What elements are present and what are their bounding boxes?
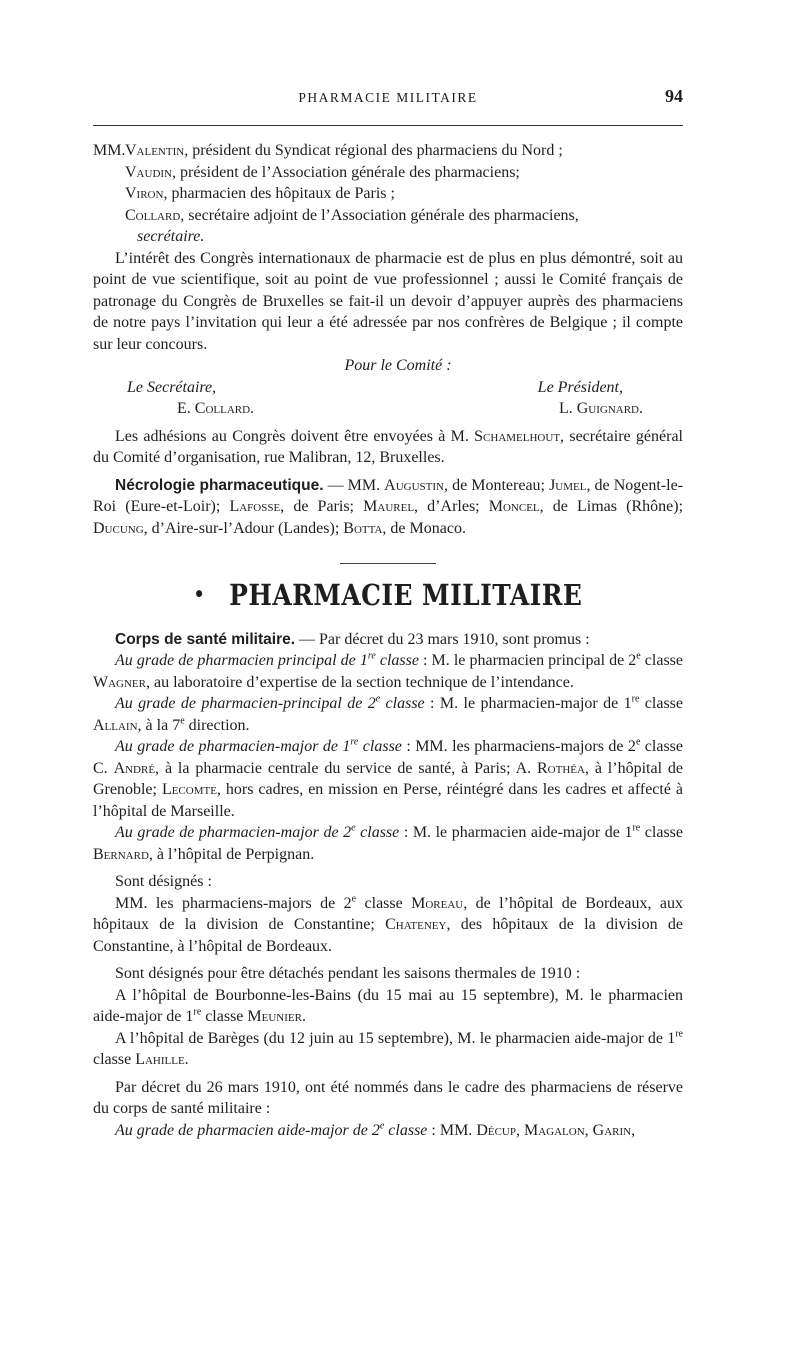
signature-names xyxy=(93,398,683,420)
text: à l’hôpital de Perpignan. xyxy=(152,845,315,863)
designes-paragraph xyxy=(93,893,683,958)
running-title: PHARMACIE MILITAIRE xyxy=(298,90,478,105)
name-valentin: Valentin, xyxy=(125,142,189,159)
committee-member-valentin xyxy=(93,140,683,162)
necrologie-paragraph xyxy=(93,475,683,540)
reserve-grade xyxy=(93,1120,683,1142)
sup: e xyxy=(635,736,641,748)
text: au laboratoire d’expertise de la section technique de l’intendance. xyxy=(150,673,574,691)
sup: re xyxy=(675,1028,683,1040)
pour-le-comite: Pour le Comité : xyxy=(344,357,452,374)
promotion-4 xyxy=(93,822,683,865)
role-collard: secrétaire adjoint de l’Association générale des pharmaciens, xyxy=(184,206,579,224)
grade: Au grade de pharmacien-principal de 2 xyxy=(115,695,376,712)
necro-text: d’Arles; xyxy=(418,498,489,515)
text: : MM. les pharmaciens-majors de 2 xyxy=(401,738,636,755)
sup: re xyxy=(193,1006,202,1018)
name-wagner: Wagner, xyxy=(93,673,150,691)
sup: e xyxy=(636,650,641,662)
text: hors cadres, en mission en Perse, réintégré dans les cadres et affecté à l’hôpital de Marseille. xyxy=(93,781,683,820)
secretary-name: E. Collard. xyxy=(177,400,255,417)
sup: e xyxy=(351,893,357,905)
sup: re xyxy=(631,693,640,705)
sup: re xyxy=(367,650,376,662)
role-valentin: président du Syndicat régional des pharmaciens du Nord ; xyxy=(188,142,563,159)
necro-name: Jumel, xyxy=(549,476,591,494)
name-schamelhout: Schamelhout, xyxy=(474,427,565,445)
necro-name: Moncel, xyxy=(488,498,544,515)
sup: e xyxy=(180,715,185,727)
necro-text: de Montereau; xyxy=(448,476,550,494)
name-bernard: Bernard, xyxy=(93,845,153,863)
corps-intro-text: — Par décret du 23 mars 1910, sont promus : xyxy=(295,630,590,648)
section-title xyxy=(134,578,641,612)
name-lecomte: Lecomte, xyxy=(161,781,221,798)
grade: Au grade de pharmacien aide-major de 2 xyxy=(115,1121,380,1139)
promotion-2 xyxy=(93,693,683,736)
name-viron: Viron, xyxy=(125,185,168,202)
necro-name: Botta, xyxy=(343,519,387,537)
text: : M. le pharmacien-major de 1 xyxy=(424,695,632,712)
text: classe xyxy=(93,1051,136,1068)
sup: re xyxy=(632,822,641,834)
necro-text: de Monaco. xyxy=(386,519,466,537)
committee-member-vaudin xyxy=(93,162,683,184)
running-head xyxy=(93,88,683,114)
text: A l’hôpital de Bourbonne-les-Bains (du 15 mai au 15 septembre), M. le pharmacien aide-major de 1 xyxy=(93,986,683,1025)
necro-name: Maurel, xyxy=(363,498,419,515)
name-allain: Allain, xyxy=(93,716,142,734)
name-rothea: Rothéa, xyxy=(537,759,589,777)
promotion-3 xyxy=(93,736,683,822)
role-vaudin: président de l’Association générale des pharmaciens; xyxy=(176,163,520,181)
name-decup: Décup, xyxy=(476,1121,520,1139)
name-meunier: Meunier. xyxy=(247,1008,306,1025)
name-lahille: Lahille. xyxy=(135,1051,189,1068)
necro-text: de Limas (Rhône); xyxy=(543,498,684,515)
adhesions-text-after: secrétaire général du Comité d’organisation, rue Malibran, 12, Bruxelles. xyxy=(93,427,683,466)
section-title-text: PHARMACIE MILITAIRE xyxy=(229,578,583,612)
sup: e xyxy=(375,693,381,705)
text: classe xyxy=(639,695,684,712)
text: à la pharmacie centrale du service de santé, à Paris; A. xyxy=(159,759,537,777)
text: : M. le pharmacien aide-major de 1 xyxy=(399,824,633,841)
necro-text: de Paris; xyxy=(284,498,364,515)
grade: classe xyxy=(384,1121,428,1139)
bullet-mark: • xyxy=(193,582,206,606)
page-number: 94 xyxy=(665,86,683,106)
text: à l’hôpital de Grenoble; xyxy=(93,759,684,798)
congress-paragraph: L’intérêt des Congrès internationaux de pharmacie est de plus en plus démontré, soit au point de vue scientifique, soit au point de vue professionnel ; aussi le Comité français de patronage du Congrès de Bruxelles se fait-il un devoir d’appuyer auprès des pharmaciens de notre pays l’invitation qui leur a été adressée par nos confrères de Belgique ; il compte sur leur concours. xyxy=(93,249,683,353)
text: à la 7 xyxy=(141,716,181,734)
text: : M. le pharmacien principal de 2 xyxy=(418,652,637,669)
name-garin: Garin, xyxy=(588,1121,636,1139)
name-collard: Collard, xyxy=(125,206,185,224)
thermal-bareges xyxy=(93,1028,683,1071)
corps-heading: Corps de santé militaire. xyxy=(115,630,296,648)
text: MM. les pharmaciens-majors de 2 xyxy=(115,894,352,912)
name-andre: André, xyxy=(113,759,160,777)
promotion-1 xyxy=(93,650,683,693)
grade: classe xyxy=(380,695,425,712)
necro-text: de Nogent-le-Roi (Eure-et-Loir); xyxy=(93,476,684,515)
secretary-title: Le Secrétaire, xyxy=(127,378,217,396)
collard-title: secrétaire. xyxy=(137,228,205,245)
corps-intro xyxy=(93,629,683,651)
grade: classe xyxy=(355,824,400,841)
text: de l’hôpital de Bordeaux, aux hôpitaux de la division de Constantine; xyxy=(93,894,684,933)
necro-name: Augustin, xyxy=(384,476,449,494)
necrologie-heading: Nécrologie pharmaceutique. xyxy=(115,476,324,494)
grade: Au grade de pharmacien-major de 1 xyxy=(115,738,351,755)
designes-heading: Sont désignés : xyxy=(115,873,212,890)
necro-name: Lafosse, xyxy=(229,498,285,515)
name-vaudin: Vaudin, xyxy=(125,163,176,181)
name-chateney: Chateney, xyxy=(385,916,451,933)
sup: e xyxy=(379,1120,385,1132)
necro-text: d’Aire-sur-l’Adour (Landes); xyxy=(147,519,344,537)
thermal-heading: Sont désignés pour être détachés pendant les saisons thermales de 1910 : xyxy=(115,965,581,982)
sup: re xyxy=(350,736,359,748)
text: direction. xyxy=(184,716,250,734)
president-title: Le Président, xyxy=(537,378,623,396)
name-moreau: Moreau, xyxy=(411,894,468,912)
text: classe xyxy=(201,1008,248,1025)
committee-member-collard xyxy=(93,205,683,227)
committee-member-viron xyxy=(93,183,683,205)
text: classe xyxy=(640,824,684,841)
section-divider xyxy=(340,563,436,564)
text: classe xyxy=(356,894,412,912)
text: des hôpitaux de la division de Constantine, à l’hôpital de Bordeaux. xyxy=(93,916,683,955)
grade: Au grade de pharmacien-major de 2 xyxy=(115,824,352,841)
adhesions-text-before: Les adhésions au Congrès doivent être envoyées à M. xyxy=(115,427,475,445)
signature-titles xyxy=(93,377,683,399)
grade: classe xyxy=(358,738,402,755)
name-magalon: Magalon, xyxy=(520,1121,589,1139)
text: classe xyxy=(640,652,684,669)
sup: e xyxy=(351,822,356,834)
thermal-bourbonne xyxy=(93,985,683,1028)
mm-label: MM. xyxy=(93,142,126,159)
necro-text: — MM. xyxy=(323,476,385,494)
header-rule xyxy=(93,125,683,126)
necro-name: Ducung, xyxy=(93,519,148,537)
text: A l’hôpital de Barèges (du 12 juin au 15 septembre), M. le pharmacien aide-major de 1 xyxy=(115,1029,676,1047)
grade: Au grade de pharmacien principal de 1 xyxy=(115,652,368,669)
text: classe C. xyxy=(93,738,684,777)
reserve-paragraph: Par décret du 26 mars 1910, ont été nommés dans le cadre des pharmaciens de réserve du corps de santé militaire : xyxy=(93,1078,683,1117)
president-name: L. Guignard. xyxy=(558,400,643,417)
adhesions-paragraph xyxy=(93,426,683,469)
article-body xyxy=(93,140,683,1141)
grade: classe xyxy=(375,652,419,669)
text: : MM. xyxy=(427,1121,477,1139)
role-viron: pharmacien des hôpitaux de Paris ; xyxy=(167,185,395,202)
